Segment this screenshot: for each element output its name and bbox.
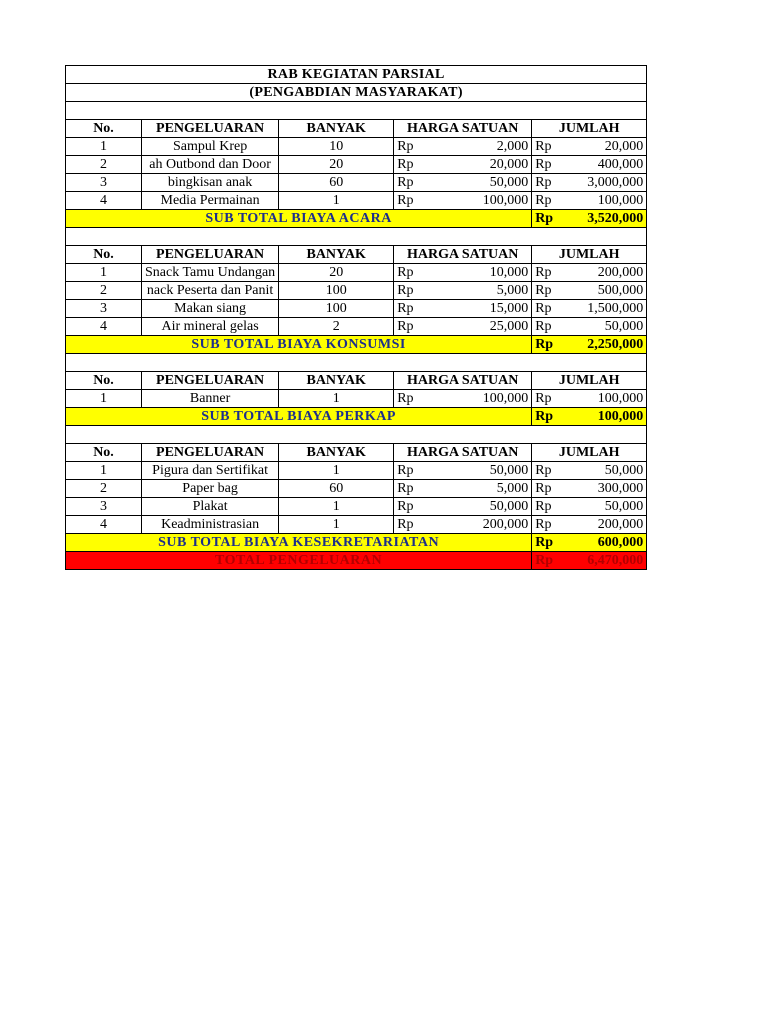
currency-label: Rp (535, 391, 552, 406)
header-price: HARGA SATUAN (394, 444, 532, 462)
currency-label: Rp (397, 283, 414, 298)
subtotal-amount-value: 600,000 (597, 535, 644, 550)
currency-label: Rp (535, 553, 554, 568)
header-item: PENGELUARAN (142, 120, 279, 138)
row-qty: 20 (279, 264, 394, 282)
row-item: Air mineral gelas (142, 318, 279, 336)
header-no: No. (66, 120, 142, 138)
header-no: No. (66, 246, 142, 264)
row-total (532, 264, 647, 282)
row-total-value: 100,000 (597, 391, 644, 406)
column-header-row (66, 444, 647, 462)
subtotal-label: SUB TOTAL BIAYA PERKAP (66, 408, 532, 426)
currency-label: Rp (535, 409, 554, 424)
row-total (532, 318, 647, 336)
row-price (394, 516, 532, 534)
row-item: ah Outbond dan Door (142, 156, 279, 174)
row-price (394, 480, 532, 498)
table-row (66, 462, 647, 480)
header-total: JUMLAH (532, 246, 647, 264)
row-price-value: 25,000 (489, 319, 529, 334)
row-qty: 60 (279, 174, 394, 192)
currency-label: Rp (397, 301, 414, 316)
subtotal-amount (532, 408, 647, 426)
sheet-subtitle: (PENGABDIAN MASYARAKAT) (66, 84, 647, 102)
currency-label: Rp (535, 535, 554, 550)
header-price: HARGA SATUAN (394, 246, 532, 264)
table-row (66, 318, 647, 336)
header-no: No. (66, 444, 142, 462)
row-no: 2 (66, 480, 142, 498)
row-total-value: 500,000 (597, 283, 644, 298)
row-price (394, 282, 532, 300)
header-total: JUMLAH (532, 372, 647, 390)
row-qty: 10 (279, 138, 394, 156)
header-price: HARGA SATUAN (394, 372, 532, 390)
row-item: nack Peserta dan Panit (142, 282, 279, 300)
row-no: 3 (66, 300, 142, 318)
row-no: 1 (66, 264, 142, 282)
currency-label: Rp (397, 517, 414, 532)
row-total-value: 200,000 (597, 265, 644, 280)
row-price-value: 20,000 (489, 157, 529, 172)
grand-total-label: TOTAL PENGELUARAN (66, 552, 532, 570)
row-price (394, 156, 532, 174)
table-row (66, 390, 647, 408)
column-header-row (66, 246, 647, 264)
row-item: Keadministrasian (142, 516, 279, 534)
currency-label: Rp (535, 499, 552, 514)
row-price (394, 192, 532, 210)
row-no: 2 (66, 282, 142, 300)
row-total-value: 400,000 (597, 157, 644, 172)
table-row (66, 282, 647, 300)
blank-cell (66, 354, 647, 372)
row-price-value: 5,000 (496, 481, 529, 496)
row-item: bingkisan anak (142, 174, 279, 192)
subtotal-label: SUB TOTAL BIAYA KESEKRETARIATAN (66, 534, 532, 552)
header-item: PENGELUARAN (142, 444, 279, 462)
row-total (532, 192, 647, 210)
table-row (66, 498, 647, 516)
row-no: 1 (66, 390, 142, 408)
header-item: PENGELUARAN (142, 246, 279, 264)
row-total (532, 300, 647, 318)
row-price-value: 10,000 (489, 265, 529, 280)
row-qty: 20 (279, 156, 394, 174)
row-price (394, 462, 532, 480)
header-total: JUMLAH (532, 444, 647, 462)
header-qty: BANYAK (279, 120, 394, 138)
grand-total-amount (532, 552, 647, 570)
row-price-value: 5,000 (496, 283, 529, 298)
row-item: Banner (142, 390, 279, 408)
column-header-row (66, 120, 647, 138)
subtotal-row (66, 336, 647, 354)
row-price-value: 15,000 (489, 301, 529, 316)
row-total (532, 174, 647, 192)
row-total (532, 156, 647, 174)
row-no: 3 (66, 174, 142, 192)
table-row (66, 480, 647, 498)
row-total-value: 50,000 (604, 319, 644, 334)
subtotal-row (66, 408, 647, 426)
row-price (394, 390, 532, 408)
currency-label: Rp (535, 337, 554, 352)
grand-total-row (66, 552, 647, 570)
row-total-value: 100,000 (597, 193, 644, 208)
currency-label: Rp (397, 481, 414, 496)
grand-total-amount-value: 6,470,000 (587, 553, 644, 568)
header-item: PENGELUARAN (142, 372, 279, 390)
subtotal-amount-value: 2,250,000 (587, 337, 644, 352)
table-row (66, 138, 647, 156)
currency-label: Rp (535, 193, 552, 208)
row-total-value: 50,000 (604, 499, 644, 514)
currency-label: Rp (535, 517, 552, 532)
subtotal-row (66, 210, 647, 228)
header-total: JUMLAH (532, 120, 647, 138)
row-item: Snack Tamu Undangan (142, 264, 279, 282)
row-qty: 1 (279, 390, 394, 408)
row-total-value: 3,000,000 (587, 175, 644, 190)
header-qty: BANYAK (279, 372, 394, 390)
subtitle-row (66, 84, 647, 102)
table-row (66, 156, 647, 174)
row-item: Plakat (142, 498, 279, 516)
blank-cell (66, 228, 647, 246)
table-row (66, 264, 647, 282)
blank-cell (66, 426, 647, 444)
title-row (66, 66, 647, 84)
currency-label: Rp (397, 139, 414, 154)
subtotal-row (66, 534, 647, 552)
budget-table (65, 65, 647, 570)
spacer-row (66, 228, 647, 246)
row-price-value: 100,000 (482, 193, 529, 208)
currency-label: Rp (397, 193, 414, 208)
table-row (66, 192, 647, 210)
row-total (532, 498, 647, 516)
row-qty: 1 (279, 192, 394, 210)
row-no: 4 (66, 192, 142, 210)
subtotal-amount (532, 210, 647, 228)
row-price (394, 300, 532, 318)
spacer-row (66, 426, 647, 444)
subtotal-label: SUB TOTAL BIAYA KONSUMSI (66, 336, 532, 354)
sheet-title: RAB KEGIATAN PARSIAL (66, 66, 647, 84)
row-qty: 100 (279, 300, 394, 318)
row-qty: 1 (279, 462, 394, 480)
row-no: 4 (66, 516, 142, 534)
row-total-value: 1,500,000 (587, 301, 644, 316)
row-price (394, 318, 532, 336)
subtotal-label: SUB TOTAL BIAYA ACARA (66, 210, 532, 228)
row-item: Media Permainan (142, 192, 279, 210)
row-no: 2 (66, 156, 142, 174)
row-item: Paper bag (142, 480, 279, 498)
currency-label: Rp (535, 301, 552, 316)
row-no: 3 (66, 498, 142, 516)
currency-label: Rp (535, 139, 552, 154)
subtotal-amount (532, 534, 647, 552)
row-price-value: 50,000 (489, 499, 529, 514)
currency-label: Rp (397, 157, 414, 172)
row-price (394, 174, 532, 192)
currency-label: Rp (397, 265, 414, 280)
spacer-row (66, 354, 647, 372)
blank-cell (66, 102, 647, 120)
row-price-value: 50,000 (489, 175, 529, 190)
row-total (532, 138, 647, 156)
table-row (66, 300, 647, 318)
row-total-value: 20,000 (604, 139, 644, 154)
currency-label: Rp (535, 319, 552, 334)
header-qty: BANYAK (279, 246, 394, 264)
row-item: Sampul Krep (142, 138, 279, 156)
row-item: Makan siang (142, 300, 279, 318)
row-no: 4 (66, 318, 142, 336)
row-total-value: 300,000 (597, 481, 644, 496)
row-qty: 60 (279, 480, 394, 498)
row-price (394, 138, 532, 156)
currency-label: Rp (397, 175, 414, 190)
row-qty: 1 (279, 498, 394, 516)
table-row (66, 516, 647, 534)
row-qty: 100 (279, 282, 394, 300)
currency-label: Rp (535, 157, 552, 172)
currency-label: Rp (397, 463, 414, 478)
row-price-value: 200,000 (482, 517, 529, 532)
subtotal-amount-value: 3,520,000 (587, 211, 644, 226)
table-row (66, 174, 647, 192)
spacer-row (66, 102, 647, 120)
row-price (394, 498, 532, 516)
currency-label: Rp (397, 319, 414, 334)
row-qty: 1 (279, 516, 394, 534)
currency-label: Rp (535, 175, 552, 190)
row-total-value: 50,000 (604, 463, 644, 478)
column-header-row (66, 372, 647, 390)
header-no: No. (66, 372, 142, 390)
row-no: 1 (66, 138, 142, 156)
row-total (532, 282, 647, 300)
row-item: Pigura dan Sertifikat (142, 462, 279, 480)
header-qty: BANYAK (279, 444, 394, 462)
row-price-value: 100,000 (482, 391, 529, 406)
currency-label: Rp (397, 391, 414, 406)
currency-label: Rp (535, 265, 552, 280)
row-price-value: 50,000 (489, 463, 529, 478)
row-qty: 2 (279, 318, 394, 336)
row-total (532, 516, 647, 534)
subtotal-amount-value: 100,000 (597, 409, 644, 424)
row-total (532, 462, 647, 480)
row-total (532, 480, 647, 498)
row-total (532, 390, 647, 408)
currency-label: Rp (535, 211, 554, 226)
header-price: HARGA SATUAN (394, 120, 532, 138)
subtotal-amount (532, 336, 647, 354)
currency-label: Rp (397, 499, 414, 514)
currency-label: Rp (535, 463, 552, 478)
row-total-value: 200,000 (597, 517, 644, 532)
row-price (394, 264, 532, 282)
currency-label: Rp (535, 481, 552, 496)
currency-label: Rp (535, 283, 552, 298)
row-no: 1 (66, 462, 142, 480)
row-price-value: 2,000 (496, 139, 529, 154)
